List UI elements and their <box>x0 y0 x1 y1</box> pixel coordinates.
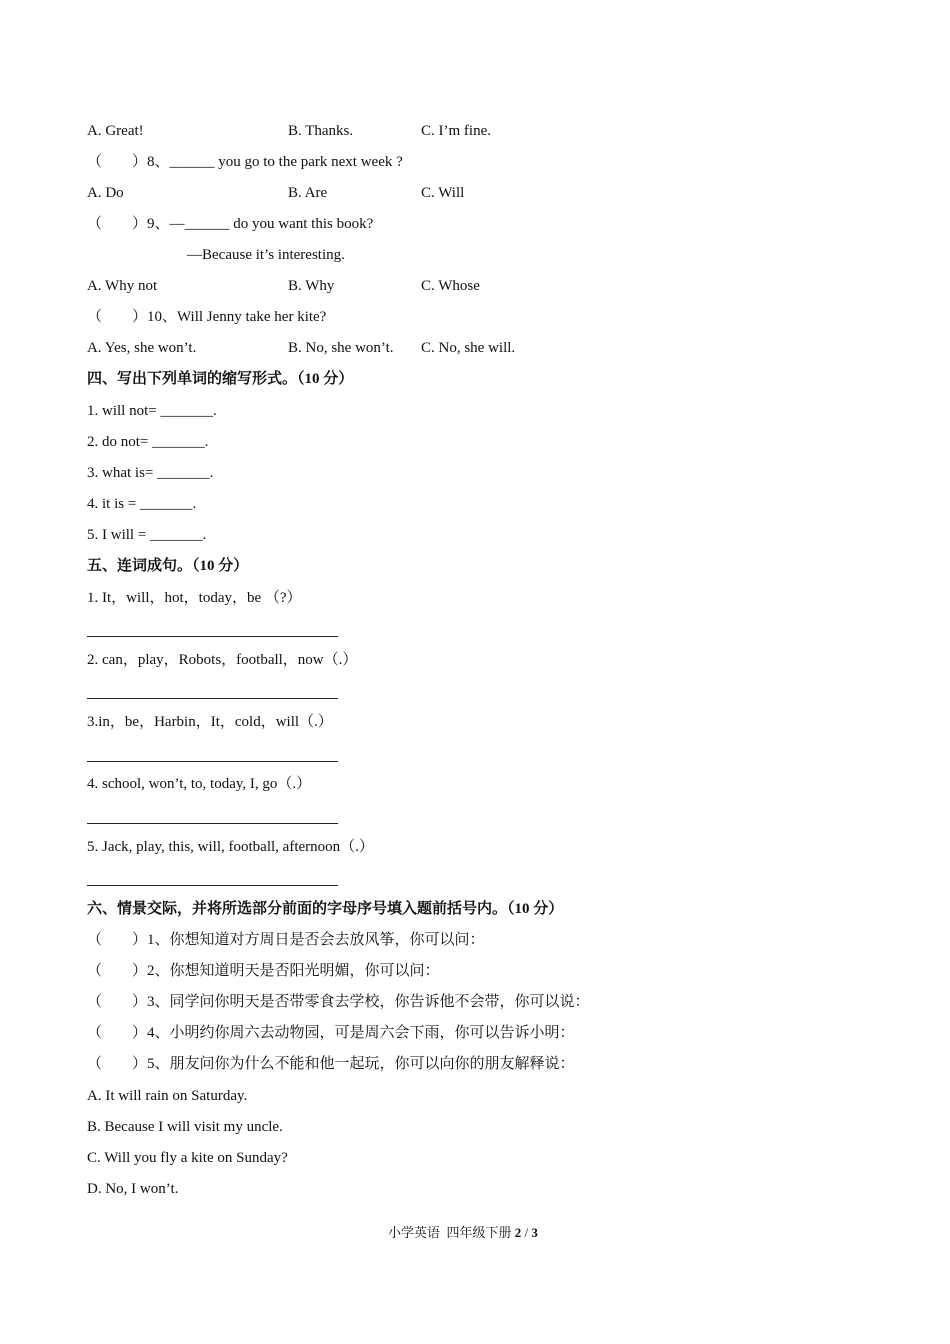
contraction-item-2: 2. do not= _______. <box>87 434 209 450</box>
question-9-response: —Because it’s interesting. <box>187 247 345 263</box>
answer-line-3 <box>87 761 338 762</box>
sentence-item-5: 5. Jack, play, this, will, football, afternoon（.） <box>87 839 374 855</box>
situation-item-3: （ ）3、同学问你明天是否带零食去学校，你告诉他不会带，你可以说： <box>87 994 590 1010</box>
section-6-title: 六、情景交际，并将所选部分前面的字母序号填入题前括号内。（10 分） <box>87 901 564 917</box>
page-separator: / <box>521 1225 532 1240</box>
page-total: 3 <box>531 1225 538 1240</box>
contraction-item-1: 1. will not= _______. <box>87 403 217 419</box>
q7-option-a: A. Great! <box>87 123 144 139</box>
answer-line-5 <box>87 885 338 886</box>
q8-option-b: B. Are <box>288 185 328 201</box>
section-5-title: 五、连词成句。（10 分） <box>87 558 249 574</box>
q9-option-b: B. Why <box>288 278 335 294</box>
page-footer <box>388 1224 538 1242</box>
q9-option-c: C. Whose <box>421 278 480 294</box>
q10-option-a: A. Yes, she won’t. <box>87 340 197 356</box>
contraction-item-3: 3. what is= _______. <box>87 465 214 481</box>
sentence-item-2: 2. can，play，Robots，football，now（.） <box>87 652 358 668</box>
situation-option-a: A. It will rain on Saturday. <box>87 1088 248 1104</box>
sentence-item-1: 1. It，will，hot，today，be （?） <box>87 590 302 606</box>
q8-option-c: C. Will <box>421 185 465 201</box>
situation-option-d: D. No, I won’t. <box>87 1181 179 1197</box>
answer-line-2 <box>87 698 338 699</box>
contraction-item-5: 5. I will = _______. <box>87 527 207 543</box>
q10-option-b: B. No, she won’t. <box>288 340 394 356</box>
page-number: 2 <box>514 1225 522 1240</box>
situation-option-b: B. Because I will visit my uncle. <box>87 1119 283 1135</box>
situation-item-4: （ ）4、小明约你周六去动物园，可是周六会下雨，你可以告诉小明： <box>87 1025 575 1041</box>
situation-option-c: C. Will you fly a kite on Sunday? <box>87 1150 288 1166</box>
question-8: （ ）8、______ you go to the park next week ? <box>87 154 403 170</box>
q9-option-a: A. Why not <box>87 278 158 294</box>
q10-option-c: C. No, she will. <box>421 340 516 356</box>
answer-line-4 <box>87 823 338 824</box>
footer-label: 小学英语 四年级下册 <box>388 1225 515 1240</box>
q8-option-a: A. Do <box>87 185 124 201</box>
q7-option-c: C. I’m fine. <box>421 123 491 139</box>
situation-item-2: （ ）2、你想知道明天是否阳光明媚，你可以问： <box>87 963 440 979</box>
q7-option-b: B. Thanks. <box>288 123 354 139</box>
situation-item-1: （ ）1、你想知道对方周日是否会去放风筝，你可以问： <box>87 932 485 948</box>
answer-line-1 <box>87 636 338 637</box>
sentence-item-3: 3.in，be，Harbin，It，cold，will（.） <box>87 714 333 730</box>
question-9: （ ）9、—______ do you want this book? <box>87 216 374 232</box>
situation-item-5: （ ）5、朋友问你为什么不能和他一起玩，你可以向你的朋友解释说： <box>87 1056 575 1072</box>
sentence-item-4: 4. school, won’t, to, today, I, go（.） <box>87 776 312 792</box>
contraction-item-4: 4. it is = _______. <box>87 496 197 512</box>
section-4-title: 四、写出下列单词的缩写形式。（10 分） <box>87 371 354 387</box>
question-10: （ ）10、Will Jenny take her kite? <box>87 309 327 325</box>
